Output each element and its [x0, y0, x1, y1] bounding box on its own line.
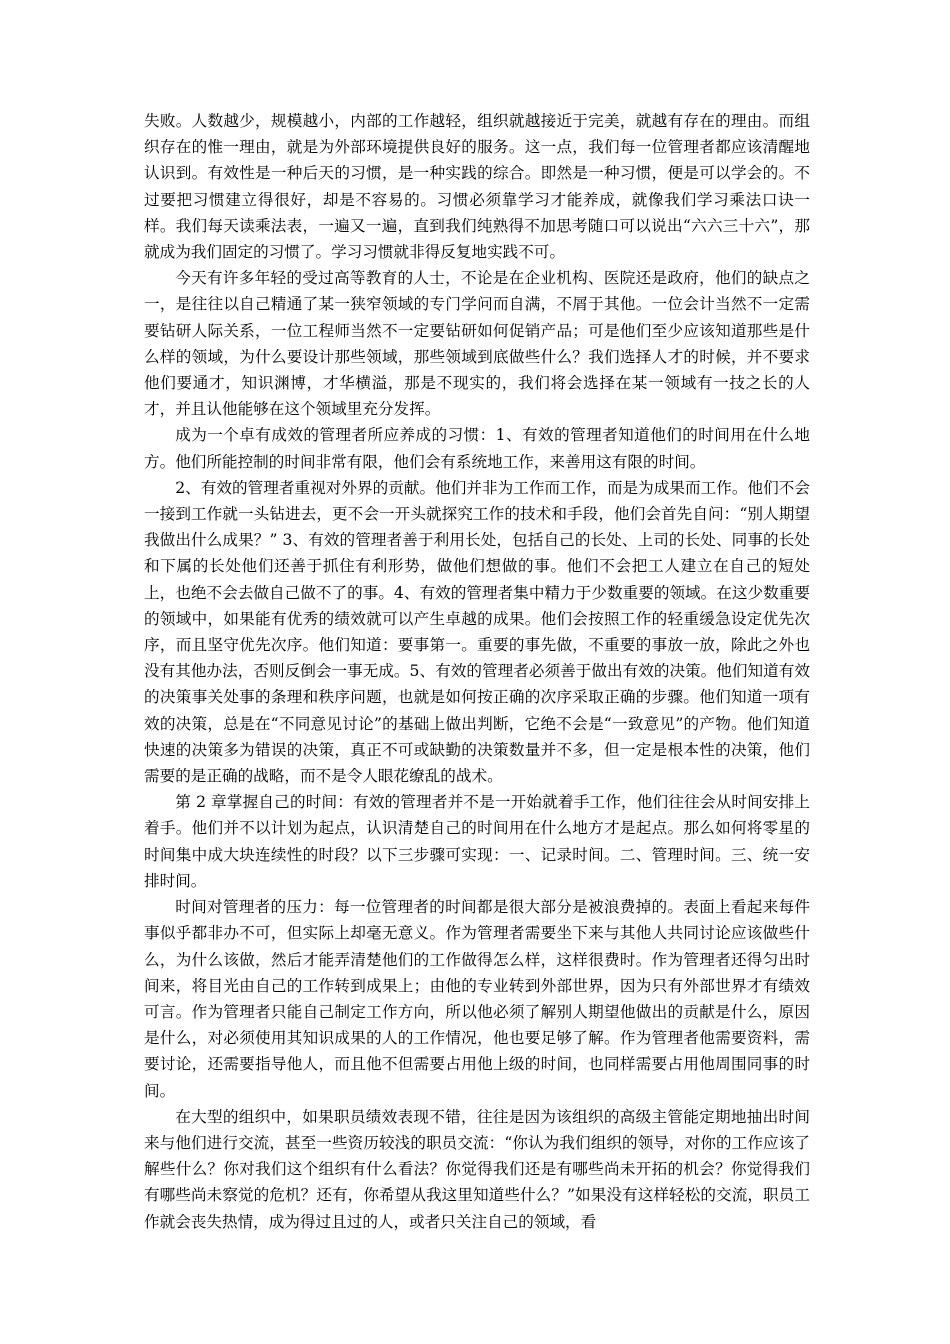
- paragraph-7: 在大型的组织中，如果职员绩效表现不错，往往是因为该组织的高级主管能定期地抽出时间来与他们进行交流，甚至一些资历较浅的职员交流：“你认为我们组织的领导，对你的工作应该了解些什么？你对我们这个组织有什么看法？你觉得我们还是有哪些尚未开拓的机会？你觉得我们有哪些尚未察觉的危机？还有，你希望从我这里知道些什么？”如果没有这样轻松的交流，职员工作就会丧失热情，成为得过且过的人，或者只关注自己的领域，看: [144, 1107, 810, 1231]
- paragraph-6: 时间对管理者的压力：每一位管理者的时间都是很大部分是被浪费掉的。表面上看起来每件事似乎都非办不可，但实际上却毫无意义。作为管理者需要坐下来与其他人共同讨论应该做些什么，为什么该做，然后才能弄清楚他们的工作做得怎么样，这样很费时。作为管理者还得匀出时间来，将目光由自己的工作转到成果上；由他的专业转到外部世界，因为只有外部世界才有绩效可言。作为管理者只能自己制定工作方向，所以他必须了解别人期望他做出的贡献是什么，原因是什么，对必须使用其知识成果的人的工作情况，他也要足够了解。作为管理者他需要资料，需要讨论，还需要指导他人，而且他不但需要占用他上级的时间，也同样需要占用他周围同事的时间。: [144, 898, 810, 1100]
- paragraph-3: 成为一个卓有成效的管理者所应养成的习惯：1、有效的管理者知道他们的时间用在什么地方。他们所能控制的时间非常有限，他们会有系统地工作，来善用这有限的时间。: [144, 426, 810, 471]
- paragraph-1: 失败。人数越少，规模越小，内部的工作越轻，组织就越接近于完美，就越有存在的理由。而组织存在的惟一理由，就是为外部环境提供良好的服务。这一点，我们每一位管理者都应该清醒地认识到。有效性是一种后天的习惯，是一种实践的综合。即然是一种习惯，便是可以学会的。不过要把习惯建立得很好，却是不容易的。习惯必须靠学习才能养成，就像我们学习乘法口诀一样。我们每天读乘法表，一遍又一遍，直到我们纯熟得不加思考随口可以说出“六六三十六”，那就成为我们固定的习惯了。学习习惯就非得反复地实践不可。: [144, 112, 810, 262]
- paragraph-5: 第 2 章掌握自己的时间：有效的管理者并不是一开始就着手工作，他们往往会从时间安排上着手。他们并不以计划为起点，认识清楚自己的时间用在什么地方才是起点。那么如何将零星的时间集中成大块连续性的时段？以下三步骤可实现：一、记录时间。二、管理时间。三、统一安排时间。: [144, 793, 810, 890]
- paragraph-2: 今天有许多年轻的受过高等教育的人士，不论是在企业机构、医院还是政府，他们的缺点之一，是往往以自己精通了某一狭窄领域的专门学问而自满，不屑于其他。一位会计当然不一定需要钻研人际关系，一位工程师当然不一定要钻研如何促销产品；可是他们至少应该知道那些是什么样的领域，为什么要设计那些领域，那些领域到底做些什么？我们选择人才的时候，并不要求他们要通才，知识渊博，才华横溢，那是不现实的，我们将会选择在某一领域有一技之长的人才，并且认他能够在这个领域里充分发挥。: [144, 269, 810, 419]
- paragraph-4: 2、有效的管理者重视对外界的贡献。他们并非为工作而工作，而是为成果而工作。他们不会一接到工作就一头钻进去，更不会一开头就探究工作的技术和手段，他们会首先自问：“别人期望我做出什么成果？” 3、有效的管理者善于利用长处，包括自己的长处、上司的长处、同事的长处和下属的长处他们还善于抓住有利形势，做他们想做的事。他们不会把工人建立在自己的短处上，也绝不会去做自己做不了的事。4、有效的管理者集中精力于少数重要的领域。在这少数重要的领域中，如果能有优秀的绩效就可以产生卓越的成果。他们会按照工作的轻重缓急设定优先次序，而且坚守优先次序。他们知道：要事第一。重要的事先做，不重要的事放一放，除此之外也没有其他办法，否则反倒会一事无成。5、有效的管理者必须善于做出有效的决策。他们知道有效的决策事关处事的条理和秩序问题，也就是如何按正确的次序采取正确的步骤。他们知道一项有效的决策，总是在“不同意见讨论”的基础上做出判断，它绝不会是“一致意见”的产物。他们知道快速的决策多为错误的决策，真正不可或缺勤的决策数量并不多，但一定是根本性的决策，他们需要的是正确的战略，而不是令人眼花缭乱的战术。: [144, 478, 810, 786]
- document-page: [144, 108, 810, 1235]
